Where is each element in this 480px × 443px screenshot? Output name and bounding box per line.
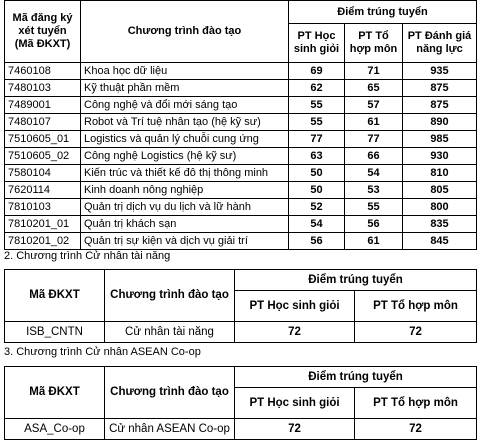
section-2-heading: 2. Chương trình Cử nhân tài năng [4, 250, 171, 262]
score-header-hsg: PT Học sinh giỏi [289, 24, 345, 63]
col-program-header: Chương trình đào tạo [105, 367, 235, 419]
table-row [5, 322, 477, 343]
code-cell: 7580104 [5, 165, 81, 182]
table-row [5, 97, 477, 114]
code-cell: 7489001 [5, 97, 81, 114]
col-code-header: Mã ĐKXT [5, 367, 105, 419]
score-cell: 50 [289, 165, 345, 182]
program-cell: Kiến trúc và thiết kế đô thị thông minh [81, 165, 289, 182]
code-cell: 7510605_02 [5, 148, 81, 165]
score-cell: 56 [289, 233, 345, 250]
score-cell: 50 [289, 182, 345, 199]
score-cell: 54 [345, 165, 403, 182]
score-cell: 71 [345, 63, 403, 80]
program-cell: Quản trị dịch vụ du lịch và lữ hành [81, 199, 289, 216]
section-3-heading: 3. Chương trình Cử nhân ASEAN Co-op [4, 346, 201, 358]
code-cell: 7810201_02 [5, 233, 81, 250]
admission-scores-table [4, 0, 477, 250]
table-row [5, 114, 477, 131]
asean-coop-table [4, 366, 477, 440]
program-cell: Quản trị sự kiện và dịch vụ giải trí [81, 233, 289, 250]
score-header-thm: PT Tổ hợp môn [355, 388, 477, 419]
table-row [5, 131, 477, 148]
program-cell: Logistics và quản lý chuỗi cung ứng [81, 131, 289, 148]
score-cell: 57 [345, 97, 403, 114]
table-row [5, 419, 477, 440]
table-row [5, 148, 477, 165]
score-header-thm: PT Tổ hợp môn [345, 24, 403, 63]
score-cell: 805 [403, 182, 477, 199]
score-cell: 890 [403, 114, 477, 131]
score-cell: 77 [289, 131, 345, 148]
code-cell: 7620114 [5, 182, 81, 199]
score-cell: 72 [235, 322, 355, 343]
col-program-header: Chương trình đào tạo [105, 270, 235, 322]
score-cell: 875 [403, 97, 477, 114]
score-header-hsg: PT Học sinh giỏi [235, 291, 355, 322]
program-cell: Kinh doanh nông nghiệp [81, 182, 289, 199]
score-cell: 810 [403, 165, 477, 182]
table-row [5, 80, 477, 97]
code-cell: ASA_Co-op [5, 419, 105, 440]
code-cell: 7810201_01 [5, 216, 81, 233]
score-cell: 54 [289, 216, 345, 233]
score-cell: 62 [289, 80, 345, 97]
score-header-dgnl: PT Đánh giá năng lực [403, 24, 477, 63]
talent-program-table [4, 269, 477, 343]
code-cell: 7480103 [5, 80, 81, 97]
score-group-header: Điểm trúng tuyển [235, 270, 477, 291]
score-cell: 845 [403, 233, 477, 250]
score-cell: 61 [345, 233, 403, 250]
code-cell: 7480107 [5, 114, 81, 131]
program-cell: Công nghệ và đổi mới sáng tạo [81, 97, 289, 114]
program-cell: Cử nhân tài năng [105, 322, 235, 343]
col-code-header: Mã ĐKXT [5, 270, 105, 322]
score-cell: 65 [345, 80, 403, 97]
score-cell: 63 [289, 148, 345, 165]
score-cell: 935 [403, 63, 477, 80]
score-group-header: Điểm trúng tuyển [289, 1, 477, 24]
program-cell: Robot và Trí tuệ nhân tạo (hệ kỹ sư) [81, 114, 289, 131]
program-cell: Cử nhân ASEAN Co-op [105, 419, 235, 440]
score-cell: 77 [345, 131, 403, 148]
score-cell: 985 [403, 131, 477, 148]
score-cell: 72 [355, 322, 477, 343]
score-cell: 53 [345, 182, 403, 199]
table-row [5, 63, 477, 80]
score-cell: 55 [289, 97, 345, 114]
code-cell: 7460108 [5, 63, 81, 80]
score-cell: 875 [403, 80, 477, 97]
score-cell: 55 [289, 114, 345, 131]
score-header-thm: PT Tổ hợp môn [355, 291, 477, 322]
program-cell: Kỹ thuật phần mềm [81, 80, 289, 97]
score-cell: 72 [235, 419, 355, 440]
score-cell: 835 [403, 216, 477, 233]
program-cell: Quản trị khách sạn [81, 216, 289, 233]
table-row [5, 233, 477, 250]
score-cell: 72 [355, 419, 477, 440]
table-row [5, 165, 477, 182]
score-cell: 55 [345, 199, 403, 216]
score-cell: 69 [289, 63, 345, 80]
score-cell: 56 [345, 216, 403, 233]
score-group-header: Điểm trúng tuyển [235, 367, 477, 388]
score-cell: 61 [345, 114, 403, 131]
table-row [5, 216, 477, 233]
score-cell: 800 [403, 199, 477, 216]
code-cell: 7810103 [5, 199, 81, 216]
score-header-hsg: PT Học sinh giỏi [235, 388, 355, 419]
score-cell: 66 [345, 148, 403, 165]
col-program-header: Chương trình đào tạo [81, 1, 289, 63]
col-code-header: Mã đăng ký xét tuyển (Mã ĐKXT) [5, 1, 81, 63]
program-cell: Công nghệ Logistics (hệ kỹ sư) [81, 148, 289, 165]
program-cell: Khoa học dữ liệu [81, 63, 289, 80]
code-cell: 7510605_01 [5, 131, 81, 148]
table-row [5, 199, 477, 216]
table-row [5, 182, 477, 199]
code-cell: ISB_CNTN [5, 322, 105, 343]
score-cell: 52 [289, 199, 345, 216]
score-cell: 930 [403, 148, 477, 165]
